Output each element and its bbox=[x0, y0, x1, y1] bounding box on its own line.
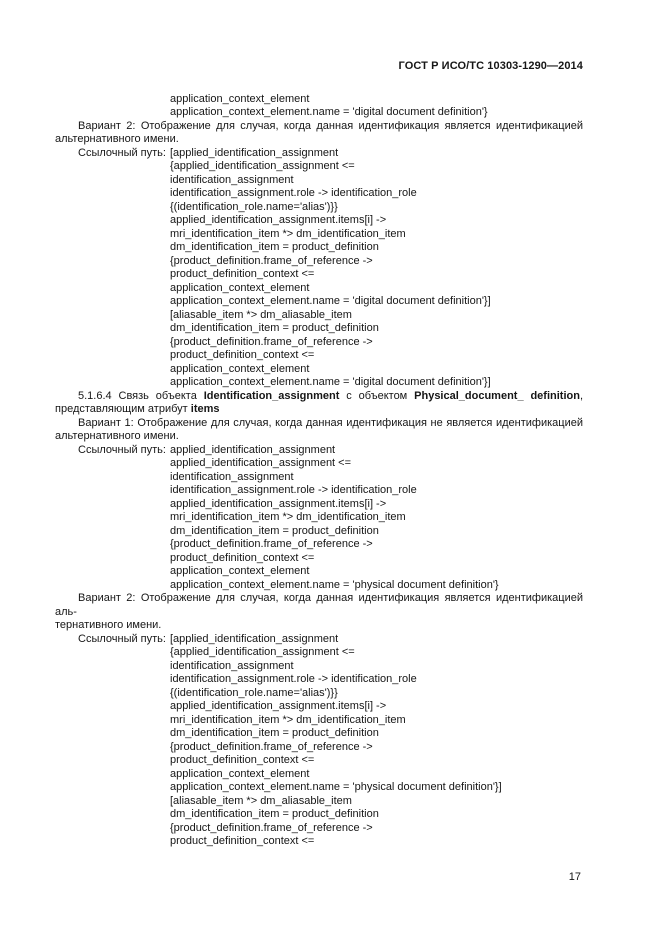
code-row bbox=[55, 768, 583, 782]
reference-path-label: Ссылочный путь: bbox=[78, 443, 166, 456]
labeled-code-block bbox=[55, 444, 583, 593]
code-line: mri_identification_item *> dm_identification_item bbox=[170, 511, 406, 523]
standard-designation: ГОСТ Р ИСО/ТС 10303-1290—2014 bbox=[398, 60, 583, 72]
code-row bbox=[55, 687, 583, 701]
code-line: dm_identification_item = product_definition bbox=[170, 322, 379, 334]
code-row bbox=[55, 471, 583, 485]
code-line: product_definition_context <= bbox=[170, 349, 315, 361]
code-line: dm_identification_item = product_definition bbox=[170, 808, 379, 820]
heading-block bbox=[55, 390, 583, 417]
code-line: product_definition_context <= bbox=[170, 754, 315, 766]
code-row bbox=[55, 363, 583, 377]
code-line: [applied_identification_assignment bbox=[170, 146, 339, 159]
code-line: product_definition_context <= bbox=[170, 551, 315, 564]
code-row bbox=[55, 660, 583, 674]
code-row bbox=[55, 538, 583, 552]
paragraph-line: альтернативного имени. bbox=[55, 430, 179, 442]
code-row bbox=[55, 795, 583, 809]
code-row bbox=[55, 484, 583, 498]
reference-path-label: Ссылочный путь: bbox=[78, 146, 166, 159]
heading-text: с объектом bbox=[339, 389, 415, 402]
code-row bbox=[55, 444, 583, 458]
paragraph-line: тернативного имени. bbox=[55, 619, 162, 631]
code-row bbox=[55, 241, 583, 255]
code-line: product_definition_context <= bbox=[170, 835, 315, 847]
code-line: identification_assignment bbox=[170, 173, 294, 186]
document-header bbox=[0, 0, 661, 74]
code-line: application_context_element bbox=[170, 767, 310, 780]
code-line: {applied_identification_assignment <= bbox=[170, 160, 355, 172]
code-row bbox=[55, 106, 583, 120]
code-line: identification_assignment.role -> identification_role bbox=[170, 484, 417, 496]
code-line: application_context_element.name = 'digital document definition'}] bbox=[170, 295, 491, 307]
code-line: identification_assignment.role -> identification_role bbox=[170, 673, 417, 685]
code-row bbox=[55, 646, 583, 660]
code-line: application_context_element bbox=[170, 92, 310, 105]
code-block bbox=[55, 93, 583, 120]
code-line: {product_definition.frame_of_reference -> bbox=[170, 335, 373, 348]
code-row bbox=[55, 187, 583, 201]
code-line: [aliasable_item *> dm_aliasable_item bbox=[170, 308, 352, 321]
code-line: application_context_element.name = 'digital document definition'} bbox=[170, 106, 488, 118]
reference-path-label: Ссылочный путь: bbox=[78, 632, 166, 645]
code-row bbox=[55, 579, 583, 593]
code-line: {(identification_role.name='alias')}} bbox=[170, 200, 338, 213]
code-row bbox=[55, 727, 583, 741]
code-line: applied_identification_assignment.items[i] -> bbox=[170, 497, 387, 510]
code-line: {applied_identification_assignment <= bbox=[170, 646, 355, 658]
clause-heading-line bbox=[55, 390, 583, 404]
paragraph-line: Вариант 2: Отображение для случая, когда данная идентификация является идентификацией bbox=[78, 119, 583, 132]
code-line: applied_identification_assignment bbox=[170, 443, 336, 456]
paragraph-line: Вариант 2: Отображение для случая, когда данная идентификация является идентификацией аль- bbox=[55, 592, 583, 618]
code-line: [applied_identification_assignment bbox=[170, 632, 339, 645]
para-block bbox=[55, 592, 583, 633]
code-line: mri_identification_item *> dm_identification_item bbox=[170, 713, 406, 726]
code-row bbox=[55, 700, 583, 714]
code-line: applied_identification_assignment <= bbox=[170, 457, 352, 469]
code-line: dm_identification_item = product_definition bbox=[170, 241, 379, 253]
code-row bbox=[55, 511, 583, 525]
code-line: mri_identification_item *> dm_identification_item bbox=[170, 227, 406, 240]
code-line: application_context_element.name = 'physical document definition'}] bbox=[170, 781, 502, 793]
entity-name: Identification_assignment bbox=[203, 389, 340, 402]
code-line: dm_identification_item = product_definition bbox=[170, 727, 379, 739]
heading-text: 5.1.6.4 Связь объекта bbox=[78, 389, 204, 402]
code-line: {product_definition.frame_of_reference -> bbox=[170, 538, 373, 550]
page-number: 17 bbox=[568, 871, 581, 883]
code-line: application_context_element bbox=[170, 281, 310, 294]
code-line: application_context_element bbox=[170, 565, 310, 577]
code-row bbox=[55, 349, 583, 363]
code-row bbox=[55, 160, 583, 174]
code-row bbox=[55, 673, 583, 687]
code-row bbox=[55, 201, 583, 215]
clause-heading-line bbox=[55, 403, 583, 417]
code-line: {product_definition.frame_of_reference -> bbox=[170, 740, 373, 753]
code-row bbox=[55, 741, 583, 755]
para-block bbox=[55, 417, 583, 444]
paragraph-line: альтернативного имени. bbox=[55, 133, 179, 145]
code-line: application_context_element.name = 'physical document definition'} bbox=[170, 578, 499, 591]
code-line: {(identification_role.name='alias')}} bbox=[170, 686, 338, 699]
code-line: {product_definition.frame_of_reference -> bbox=[170, 821, 373, 834]
code-row bbox=[55, 255, 583, 269]
code-row bbox=[55, 268, 583, 282]
labeled-code-block bbox=[55, 147, 583, 390]
code-row bbox=[55, 835, 583, 849]
code-row bbox=[55, 808, 583, 822]
code-row bbox=[55, 322, 583, 336]
code-line: {product_definition.frame_of_reference -> bbox=[170, 254, 373, 267]
paragraph-line: Вариант 1: Отображение для случая, когда данная идентификация не является идентификацией bbox=[78, 416, 583, 429]
code-line: identification_assignment bbox=[170, 470, 294, 483]
code-row bbox=[55, 781, 583, 795]
code-line: product_definition_context <= bbox=[170, 268, 315, 280]
code-row bbox=[55, 754, 583, 768]
code-row bbox=[55, 498, 583, 512]
code-line: application_context_element.name = 'digital document definition'}] bbox=[170, 376, 491, 388]
code-line: dm_identification_item = product_definition bbox=[170, 524, 379, 537]
code-row bbox=[55, 822, 583, 836]
code-line: [aliasable_item *> dm_aliasable_item bbox=[170, 794, 352, 807]
code-row bbox=[55, 309, 583, 323]
code-row bbox=[55, 565, 583, 579]
code-row bbox=[55, 376, 583, 390]
code-row bbox=[55, 295, 583, 309]
code-line: application_context_element bbox=[170, 362, 310, 375]
code-row bbox=[55, 214, 583, 228]
para-block bbox=[55, 120, 583, 147]
code-line: applied_identification_assignment.items[i] -> bbox=[170, 214, 387, 226]
code-row bbox=[55, 174, 583, 188]
entity-name: items bbox=[190, 403, 220, 415]
code-line: identification_assignment.role -> identification_role bbox=[170, 187, 417, 199]
code-row bbox=[55, 457, 583, 471]
code-row bbox=[55, 93, 583, 107]
code-row bbox=[55, 228, 583, 242]
code-row bbox=[55, 525, 583, 539]
code-row bbox=[55, 714, 583, 728]
code-row bbox=[55, 336, 583, 350]
entity-name: Physical_document_ definition bbox=[414, 389, 580, 402]
labeled-code-block bbox=[55, 633, 583, 849]
code-row bbox=[55, 552, 583, 566]
heading-text: представляющим атрибут bbox=[55, 403, 191, 415]
code-line: identification_assignment bbox=[170, 659, 294, 672]
document-body bbox=[0, 74, 661, 849]
code-line: applied_identification_assignment.items[i] -> bbox=[170, 700, 387, 712]
code-row bbox=[55, 147, 583, 161]
code-row bbox=[55, 633, 583, 647]
code-row bbox=[55, 282, 583, 296]
heading-text: , bbox=[579, 389, 584, 402]
